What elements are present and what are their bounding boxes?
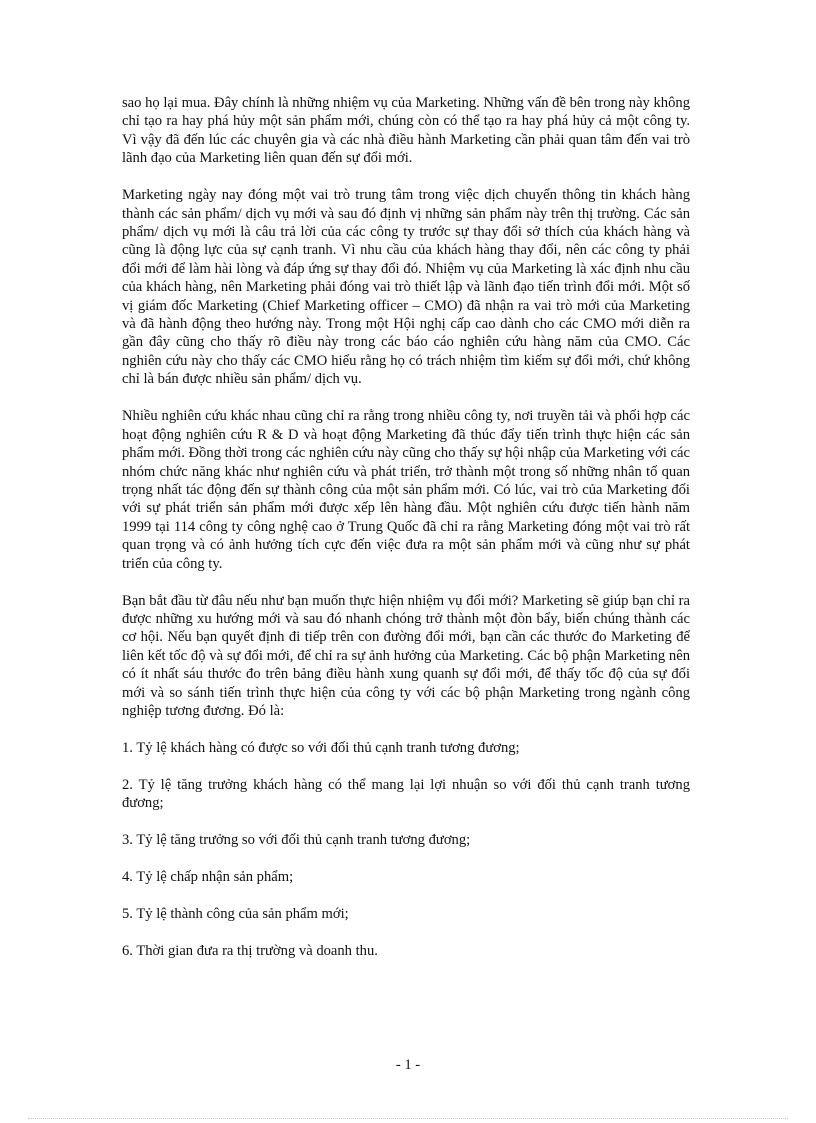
list-item: 1. Tỷ lệ khách hàng có được so với đối thủ cạnh tranh tương đương; [122,739,520,756]
list-item: 5. Tỷ lệ thành công của sản phẩm mới; [122,906,349,923]
page-number: - 1 - [395,1057,421,1073]
list-item: 4. Tỷ lệ chấp nhận sản phẩm; [122,869,294,886]
paragraph: Bạn bắt đầu từ đâu nếu như bạn muốn thực hiện nhiệm vụ đổi mới? Marketing sẽ giúp bạn chỉ ra được những xu hướng mới và sau đó nhanh chóng trở thành một đòn bẩy, biến chúng thành các cơ hội. Nếu bạn quyết định đi tiếp trên con đường đổi mới, bạn cần các thước đo Marketing để liên kết tốc độ và sự đổi mới, để chỉ ra sự ảnh hưởng của Marketing. Các bộ phận Marketing nên có ít nhất sáu thước đo trên bảng điều hành xung quanh sự đổi mới, để thấy tốc độ của sự đổi mới và so sánh tiến trình thực hiện của công ty với các bộ phận Marketing trong ngành công nghiệp tương đương. Đó là: [122,592,690,719]
list-item: 6. Thời gian đưa ra thị trường và doanh thu. [122,943,378,960]
list-item: 3. Tỷ lệ tăng trưởng so với đối thủ cạnh tranh tương đương; [122,832,471,849]
list-item: 2. Tỷ lệ tăng trưởng khách hàng có thể mang lại lợi nhuận so với đối thủ cạnh tranh tương đương; [122,776,690,812]
paragraph: Nhiều nghiên cứu khác nhau cũng chỉ ra rằng trong nhiều công ty, nơi truyền tải và phối hợp các hoạt động nghiên cứu R & D và hoạt động Marketing đã thúc đẩy tiến trình thực hiện các sản phẩm mới. Đồng thời trong các nghiên cứu này cũng cho thấy sự hội nhập của Marketing với các nhóm chức năng khác như nghiên cứu và phát triển, trở thành một trong số những nhân tố quan trọng nhất tác động đến sự thành công của một sản phẩm mới. Có lúc, vai trò của Marketing đối với sự phát triển sản phẩm mới được xếp lên hàng đầu. Một nghiên cứu được tiến hành năm 1999 tại 114 công ty công nghệ cao ở Trung Quốc đã chỉ ra rằng Marketing đóng một vai trò rất quan trọng và có ảnh hưởng tích cực đến việc đưa ra một sản phẩm mới và cũng như sự phát triển của công ty. [122,408,690,572]
document-body [122,94,690,979]
page-bottom-divider [28,1118,788,1119]
paragraph: Marketing ngày nay đóng một vai trò trung tâm trong việc dịch chuyển thông tin khách hàng thành các sản phẩm/ dịch vụ mới và sau đó định vị những sản phẩm này trên thị trường. Các sản phẩm/ dịch vụ mới là câu trả lời của các công ty trước sự thay đổi sở thích của khách hàng và cũng là động lực của sự cạnh tranh. Vì nhu cầu của khách hàng thay đổi, nên các công ty phải đổi mới để làm hài lòng và đáp ứng sự thay đổi đó. Nhiệm vụ của Marketing là xác định nhu cầu của khách hàng, nên Marketing phải đóng vai trò thiết lập và lãnh đạo tiến trình đổi mới. Một số vị giám đốc Marketing (Chief Marketing officer – CMO) đã nhận ra vai trò mới của Marketing và đã hành động theo hướng này. Trong một Hội nghị cấp cao dành cho các CMO mới diễn ra gần đây cũng cho thấy rõ điều này trong các báo cáo nghiên cứu hàng năm của CMO. Các nghiên cứu này cho thấy các CMO hiểu rằng họ có trách nhiệm tìm kiếm sự đổi mới, chứ không chỉ là bán được nhiều sản phẩm/ dịch vụ. [122,187,690,388]
paragraph: sao họ lại mua. Đây chính là những nhiệm vụ của Marketing. Những vấn đề bên trong này không chỉ tạo ra hay phá hủy một sản phẩm mới, chúng còn có thể tạo ra hay phá hủy cả một công ty. Vì vậy đã đến lúc các chuyên gia và các nhà điều hành Marketing cần phải quan tâm đến vai trò lãnh đạo của Marketing liên quan đến sự đổi mới. [122,95,690,167]
